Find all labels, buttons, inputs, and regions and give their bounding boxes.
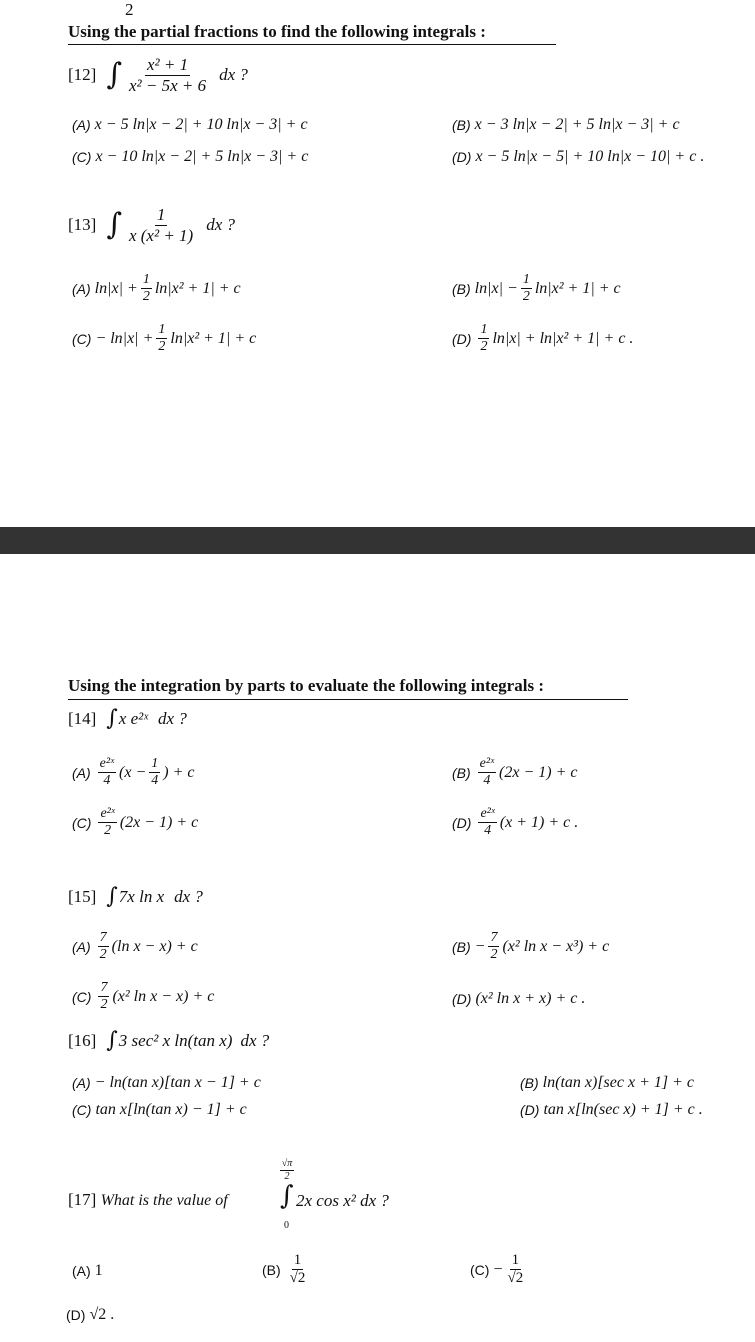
- page-separator-bar: [0, 527, 755, 554]
- q14-option-b: (B) $\frac{\text{e²ˣ}}{4}$ (2x − 1) + c: [452, 756, 578, 789]
- question-16: [68, 1028, 269, 1053]
- question-prompt: What is the value of: [100, 1192, 228, 1209]
- question-12: [68, 55, 248, 95]
- q12-option-d: (D) x − 5 ln|x − 5| + 10 ln|x − 10| + c .: [452, 148, 705, 165]
- q13-option-a: (A) ln|x| + $\frac{1}{2}$ ln|x² + 1| + c: [72, 272, 241, 305]
- integral-sign: ∫: [106, 1028, 118, 1053]
- lower-limit: 0: [284, 1220, 289, 1231]
- q12-option-b: (B) x − 3 ln|x − 2| + 5 ln|x − 3| + c: [452, 116, 680, 133]
- q17-option-c: (C) − $\frac{1}{√2}$: [470, 1252, 524, 1287]
- dx-prompt: dx ?: [219, 65, 248, 85]
- dx-prompt: dx ?: [240, 1030, 270, 1050]
- q14-option-a: (A) $\frac{\text{e²ˣ}}{4}$ (x − $\frac{1}{4}$ ) + c: [72, 756, 195, 789]
- q15-option-b: (B) − $\frac{7}{2}$ (x² ln x − x³) + c: [452, 930, 610, 963]
- integrand-fraction: $\frac{\text{x² + 1}}{\text{x² − 5x + 6}}$: [128, 55, 207, 95]
- question-number: [17]: [68, 1190, 97, 1209]
- integral-sign: ∫: [106, 884, 118, 909]
- q17-option-b: (B) $\frac{1}{√2}$: [262, 1252, 306, 1287]
- q17-option-a: (A) 1: [72, 1262, 103, 1279]
- question-number: [16]: [68, 1030, 97, 1050]
- q16-option-a: (A) − ln(tan x)[tan x − 1] + c: [72, 1074, 261, 1091]
- question-number: [13]: [68, 215, 97, 235]
- question-14: [68, 706, 187, 731]
- question-number: [15]: [68, 886, 97, 906]
- integral-sign: ∫: [106, 57, 122, 93]
- heading-underline: [68, 699, 628, 700]
- integral-sign: ∫: [106, 207, 122, 243]
- section-heading-integration-by-parts: Using the integration by parts to evaluate the following integrals :: [68, 676, 544, 695]
- q13-option-b: (B) ln|x| − $\frac{1}{2}$ ln|x² + 1| + c: [452, 272, 621, 305]
- q15-option-c: (C) $\frac{7}{2}$ (x² ln x − x) + c: [72, 980, 215, 1013]
- q16-option-d: (D) tan x[ln(sec x) + 1] + c .: [520, 1101, 703, 1118]
- dx-prompt: dx ?: [158, 708, 187, 728]
- dx-prompt: dx ?: [206, 215, 235, 235]
- dx-prompt: dx ?: [174, 886, 203, 906]
- integral-sign: ∫: [280, 1181, 294, 1211]
- q16-option-b: (B) ln(tan x)[sec x + 1] + c: [520, 1074, 694, 1091]
- q12-option-c: (C) x − 10 ln|x − 2| + 5 ln|x − 3| + c: [72, 148, 309, 165]
- question-number: [12]: [68, 65, 97, 85]
- question-number: [14]: [68, 708, 97, 728]
- page-number: 2: [125, 0, 134, 19]
- integrand: x e²ˣ: [118, 708, 149, 728]
- heading-underline: [68, 44, 556, 45]
- q14-option-c: (C) $\frac{\text{e²ˣ}}{2}$ (2x − 1) + c: [72, 806, 199, 839]
- integrand: 7x ln x: [118, 886, 165, 906]
- question-13: [68, 205, 235, 245]
- q17-option-d: (D) √2 .: [66, 1306, 115, 1323]
- question-17-label: [68, 1190, 228, 1210]
- q12-option-a: (A) x − 5 ln|x − 2| + 10 ln|x − 3| + c: [72, 116, 308, 133]
- integrand: 3 sec² x ln(tan x): [118, 1030, 233, 1050]
- q15-option-a: (A) $\frac{7}{2}$ (ln x − x) + c: [72, 930, 198, 963]
- integrand: 2x cos x² dx ?: [296, 1191, 389, 1210]
- q13-option-d: (D) $\frac{1}{2}$ ln|x| + ln|x² + 1| + c .: [452, 322, 634, 355]
- q13-option-c: (C) − ln|x| + $\frac{1}{2}$ ln|x² + 1| + c: [72, 322, 257, 355]
- q16-option-c: (C) tan x[ln(tan x) − 1] + c: [72, 1101, 247, 1118]
- integral-sign: ∫: [106, 706, 118, 731]
- integrand-fraction: $\frac{1}{\text{x (x² + 1)}}$: [128, 205, 194, 245]
- section-heading-partial-fractions: Using the partial fractions to find the following integrals :: [68, 22, 486, 41]
- q14-option-d: (D) $\frac{\text{e²ˣ}}{4}$ (x + 1) + c .: [452, 806, 579, 839]
- question-15: [68, 884, 203, 909]
- q15-option-d: (D) (x² ln x + x) + c .: [452, 990, 586, 1007]
- upper-limit: $\frac{√\pi}{2}$: [281, 1158, 293, 1182]
